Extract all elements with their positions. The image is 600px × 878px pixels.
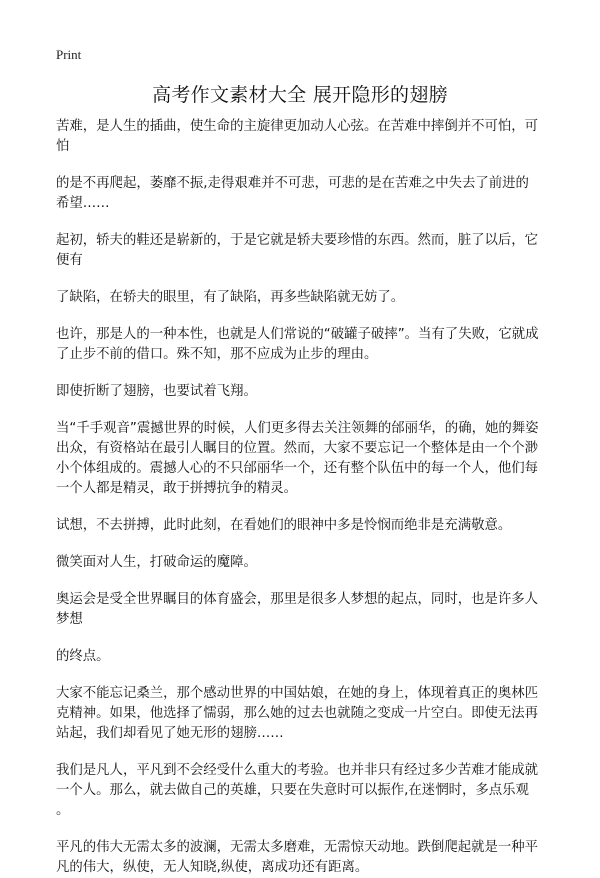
- paragraph-line: 大家不能忘记桑兰，那个感动世界的中国姑娘，在她的身上，体现着真正的奥林匹: [56, 686, 539, 701]
- paragraph-line: 微笑面对人生，打破命运的魔障。: [56, 555, 257, 570]
- paragraph-line: 的是不再爬起，萎靡不振,走得艰难并不可悲，可悲的是在苦难之中失去了前进的: [56, 176, 529, 191]
- paragraph-line: 即使折断了翅膀，也要试着飞翔。: [56, 384, 257, 399]
- paragraph: [56, 325, 548, 365]
- paragraph-line: 也许，那是人的一种本性，也就是人们常说的“破罐子破摔”。当有了失败，它就成: [56, 327, 539, 342]
- page-title: 高考作文素材大全 展开隐形的翅膀: [152, 84, 448, 106]
- paragraph-line: 站起，我们却看见了她无形的翅膀……: [56, 726, 284, 741]
- paragraph-line: 苦难，是人生的插曲，使生命的主旋律更加动人心弦。在苦难中摔倒并不可怕，可: [56, 119, 539, 134]
- paragraph-line: 小个体组成的。震撼人心的不只邰丽华一个，还有整个队伍中的每一个人，他们每: [56, 461, 539, 476]
- paragraph: [56, 590, 548, 630]
- paragraph-line: 了缺陷，在轿夫的眼里，有了缺陷，再多些缺陷就无妨了。: [56, 290, 405, 305]
- paragraph: [56, 382, 548, 402]
- paragraph: [56, 647, 548, 667]
- paragraph-line: 克精神。如果，他选择了懦弱，那么她的过去也就随之变成一片空白。即使无法再: [56, 706, 539, 721]
- paragraph: [56, 288, 548, 308]
- paragraph-line: 。: [56, 803, 70, 818]
- paragraph: [56, 553, 548, 573]
- paragraph-line: 了止步不前的借口。殊不知，那不应成为止步的理由。: [56, 347, 378, 362]
- paragraph-line: 起初，轿夫的鞋还是崭新的，于是它就是轿夫要珍惜的东西。然而，脏了以后，它: [56, 233, 539, 248]
- paragraph-line: 平凡的伟大无需太多的波澜，无需太多磨难，无需惊天动地。跌倒爬起就是一种平: [56, 840, 539, 855]
- print-label: Print: [56, 47, 82, 62]
- paragraph-line: 一个人。那么，就去做自己的英雄，只要在失意时可以振作,在迷惘时，多点乐观: [56, 783, 529, 798]
- paragraph-line: 怕: [56, 139, 70, 154]
- paragraph-line: 希望……: [56, 196, 110, 211]
- paragraph: [56, 516, 548, 536]
- paragraph-line: 奥运会是受全世界瞩目的体育盛会，那里是很多人梦想的起点，同时，也是许多人: [56, 592, 539, 607]
- paragraph: [56, 684, 548, 744]
- paragraph: [56, 838, 548, 878]
- paragraph-line: 当“千手观音”震撼世界的时候，人们更多得去关注领舞的邰丽华，的确，她的舞姿: [56, 421, 539, 436]
- paragraph-line: 出众，有资格站在最引人瞩目的位置。然而，大家不要忘记一个整体是由一个个渺: [56, 441, 539, 456]
- paragraph-line: 的终点。: [56, 649, 110, 664]
- paragraph-line: 试想，不去拼搏，此时此刻，在看她们的眼神中多是怜悯而绝非是充满敬意。: [56, 518, 512, 533]
- paragraph-line: 我们是凡人，平凡到不会经受什么重大的考验。也并非只有经过多少苦难才能成就: [56, 763, 539, 778]
- paragraph: [56, 761, 548, 821]
- paragraph: [56, 117, 548, 157]
- paragraph-line: 一个人都是精灵，敢于拼搏抗争的精灵。: [56, 481, 298, 496]
- paragraph-line: 便有: [56, 253, 83, 268]
- paragraph: [56, 174, 548, 214]
- paragraph-line: 凡的伟大，纵使，无人知晓,纵使，离成功还有距离。: [56, 860, 369, 875]
- paragraph-line: 梦想: [56, 612, 83, 627]
- article-body: [56, 117, 548, 878]
- paragraph: [56, 419, 548, 499]
- paragraph: [56, 231, 548, 271]
